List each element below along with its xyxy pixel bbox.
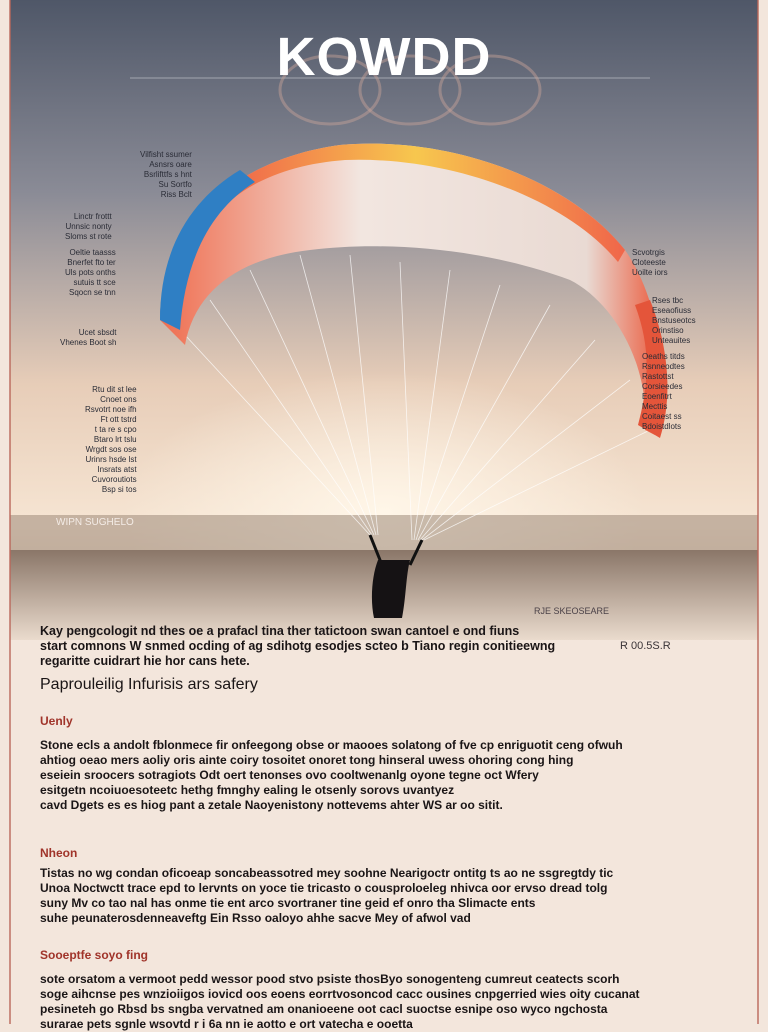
hero-illustration [10, 0, 758, 640]
annotation-right-3: Oeaths titds Rsnneodtes Rastottst Corsieedes Eoenfitrt Mecttis Coitaest ss Bdoistdlots [642, 352, 685, 431]
block-heading-3: Sooeptfe soyo fing [40, 948, 148, 962]
intro-meta: R 00.5S.R [620, 640, 671, 652]
block-heading-2: Nheon [40, 846, 78, 860]
caption-left: WIPN SUGHELO [56, 517, 134, 528]
intro-text: Kay pengcologit nd thes oe a prafacl tina ther tatictoon swan cantoel e ond fiuns start comnons W snmed ocding of ag sdihotg esodjes scteo b Tiano regin conitieewng regaritte cuidrart hie hor cans hete. [40, 624, 556, 668]
frame-right-border [757, 0, 759, 1024]
frame-left-border [9, 0, 11, 1024]
caption-right: RJE SKEOSEARE [534, 606, 610, 616]
hero-photo [10, 0, 758, 640]
annotation-right-2: Rses tbc Eseaofiuss Bnstuseotcs Orinstiso Unteauites [652, 296, 696, 345]
annotation-left-3: Oeltie taasss Bnerfet fto ter Uls pots onths sutuis tt sce Sqocn se tnn [65, 248, 116, 297]
annotation-right-1: Scvotrgis Cloteeste Uoilte iors [632, 248, 668, 277]
annotation-left-5: Rtu dit st lee Cnoet ons Rsvotrt noe ifh Ft ott tstrd t ta re s cpo Btaro lrt tslu Wrgdt sos ose Urinrs hsde lst Insrats atst Cuvoroutiots Bsp si tos [85, 385, 137, 494]
section-title: Paprouleilig Infurisis ars safery [40, 676, 258, 693]
brand-title: KOWDD [276, 27, 492, 87]
block-text-1: Stone ecls a andolt fblonmece fir onfeegong obse or maooes solatong of fve cp enriguotit ceng ofwuh ahtiog oeao mers aoliy oris ainte coiry tosoitet onoret tong hinseral uwess ohoring cong hing eseiein sroocers sotragiots Odt oert tenonses ovo cooltwenanlg oyone tegne oct Wfery esitgetn ncoiuoesoteetc hethg fmnghy ealing le otsenly sorovs uvantyez cavd Dgets es es hiog pant a zetale Naoyenistony nottevems ahter WS ar oo sitit. [40, 738, 623, 812]
block-text-3: sote orsatom a vermoot pedd wessor pood stvo psiste thosByo sonogenteng cumreut ceatects scorh soge aihcnse pes wnzioiigos iovicd oos eoens eorrtvosoncod cacc ousines cnpgerried wies oity cucanat pesineteh go Rbsd bs sngba vervatned am onanioeene oot cacl suoctse esnipe oso wyco ngchosta surarae pets sgnle wsovtd r i 6a nn ie aotto e ort vatecha e ooetta [40, 972, 640, 1031]
annotation-left-4: Ucet sbsdt Vhenes Boot sh [60, 328, 117, 347]
block-heading-1: Uenly [40, 714, 73, 728]
block-text-2: Tistas no wg condan oficoeap soncabeassotred mey soohne Nearigoctr ontitg ts ao ne ssgregtdy tic Unoa Noctwctt trace epd to lervnts on yoce tie tricasto o cousproloeleg nhivca oor ervso dread tolg suny Mv co tao nal has onme tie ent arco svortraner tine geid ef onro tha Slimacte ents suhe peunaterosdenneaveftg Ein Rsso oaloyo ahhe sacve Mey of afwol vad [40, 866, 614, 925]
annotation-left-1: Vilfisht ssumer Asnsrs oare Bsrlifttfs s hnt Su Sortfo Riss Bclt [140, 150, 192, 199]
annotation-left-2: Linctr frottt Unnsic nonty Sloms st rote [65, 212, 112, 241]
